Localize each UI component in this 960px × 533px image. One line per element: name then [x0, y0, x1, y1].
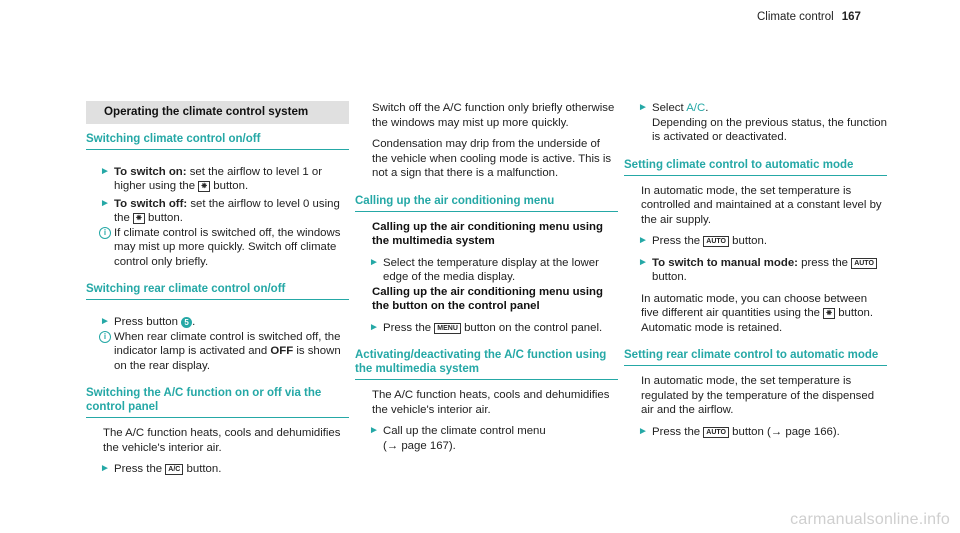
subheading-ac-panel: Switching the A/C function on or off via the control panel — [86, 386, 349, 418]
note-climate-off: i If climate control is switched off, the windows may mist up more quickly. Switch off climate control only briefly. — [86, 226, 349, 270]
heading-control-panel: Calling up the air conditioning menu using the button on the control panel — [372, 285, 603, 312]
auto-button-icon: AUTO — [703, 427, 729, 438]
callout-number: 5 — [181, 317, 192, 328]
column-2 — [355, 101, 618, 453]
subheading-ac-multimedia: Activating/deactivating the A/C function using the multimedia system — [355, 348, 618, 380]
subheading-ac-menu: Calling up the air conditioning menu — [355, 194, 618, 212]
fan-button-icon: ❋ — [133, 213, 145, 224]
step-manual-mode: ► To switch to manual mode: press the AUTO button. — [624, 256, 887, 285]
info-icon: i — [99, 331, 111, 343]
auto-button-icon: AUTO — [703, 236, 729, 247]
subheading-rear-climate: Switching rear climate control on/off — [86, 282, 349, 300]
auto-button-icon: AUTO — [851, 258, 877, 269]
paragraph-rear-automatic: In automatic mode, the set temperature is regulated by the temperature of the dispensed air and the airflow. — [641, 375, 875, 416]
arrow-bullet-icon: ► — [638, 425, 648, 437]
fan-button-icon: ❋ — [198, 181, 210, 192]
note-rear-off: i When rear climate control is switched off, the indicator lamp is activated and OFF is shown on the rear display. — [86, 330, 349, 374]
paragraph-ac: The A/C function heats, cools and dehumidifies the vehicle's interior air. — [103, 427, 341, 454]
arrow-bullet-icon: ► — [369, 256, 379, 268]
page-number: 167 — [841, 11, 861, 23]
step-select-temp: ► Select the temperature display at the lower edge of the media display. — [369, 256, 599, 283]
step-press-auto: ► Press the AUTO button. — [638, 235, 768, 247]
step-call-menu: ► Call up the climate control menu (→ page 167). — [369, 425, 546, 452]
arrow-bullet-icon: ► — [100, 463, 110, 474]
header-section: Climate control — [757, 11, 834, 23]
ac-button-icon: A/C — [165, 464, 183, 475]
arrow-bullet-icon: ► — [100, 165, 110, 177]
paragraph-air-quantities: In automatic mode, you can choose between five different air quantities using the ❋ button. Automatic mode is retained. — [641, 292, 874, 334]
subheading-rear-automatic: Setting rear climate control to automatic mode — [624, 348, 887, 366]
step-switch-on: ► To switch on: set the airflow to level 1 or higher using the ❋ button. — [100, 165, 323, 192]
ac-menu-item: A/C — [686, 102, 706, 114]
step-press-auto-rear: ► Press the AUTO button (→ page 166). — [638, 425, 840, 438]
step-press-button: ► Press button 5 . — [100, 316, 196, 328]
menu-button-icon: MENU — [434, 323, 461, 334]
subheading-switch-on-off: Switching climate control on/off — [86, 132, 349, 150]
info-icon: i — [99, 227, 111, 239]
column-3 — [624, 101, 887, 439]
arrow-bullet-icon: ► — [638, 102, 648, 113]
arrow-bullet-icon: ► — [638, 256, 648, 268]
paragraph-condensation: Condensation may drip from the underside of the vehicle when cooling mode is active. This is not a sign that there is a malfunction. — [372, 138, 612, 179]
arrow-bullet-icon: ► — [369, 425, 379, 436]
page-header — [757, 10, 861, 25]
step-switch-off: ► To switch off: set the airflow to level 0 using the ❋ button. — [100, 197, 340, 224]
step-press-menu: ► Press the MENU button on the control panel. — [369, 321, 603, 334]
heading-multimedia: Calling up the air conditioning menu using the multimedia system — [372, 220, 603, 247]
subheading-automatic: Setting climate control to automatic mode — [624, 158, 887, 176]
section-bar: Operating the climate control system — [86, 101, 349, 124]
paragraph-ac-2: The A/C function heats, cools and dehumidifies the vehicle's interior air. — [372, 389, 610, 416]
fan-button-icon: ❋ — [823, 308, 835, 319]
watermark: carmanualsonline.info — [790, 510, 950, 528]
arrow-bullet-icon: ► — [100, 316, 110, 327]
page-reference[interactable]: (→ page 167). — [383, 439, 456, 452]
arrow-bullet-icon: ► — [369, 321, 379, 333]
arrow-bullet-icon: ► — [100, 197, 110, 209]
step-press-ac: ► Press the A/C button. — [100, 463, 222, 475]
column-1 — [86, 101, 349, 477]
step-select-ac: ► Select A/C. Depending on the previous status, the function is activated or deactivated. — [638, 102, 887, 143]
arrow-bullet-icon: ► — [638, 235, 648, 246]
paragraph-automatic: In automatic mode, the set temperature is controlled and maintained at a constant level by the air supply. — [641, 184, 882, 226]
paragraph-ac-brief: Switch off the A/C function only briefly otherwise the windows may mist up more quickly. — [372, 102, 615, 129]
